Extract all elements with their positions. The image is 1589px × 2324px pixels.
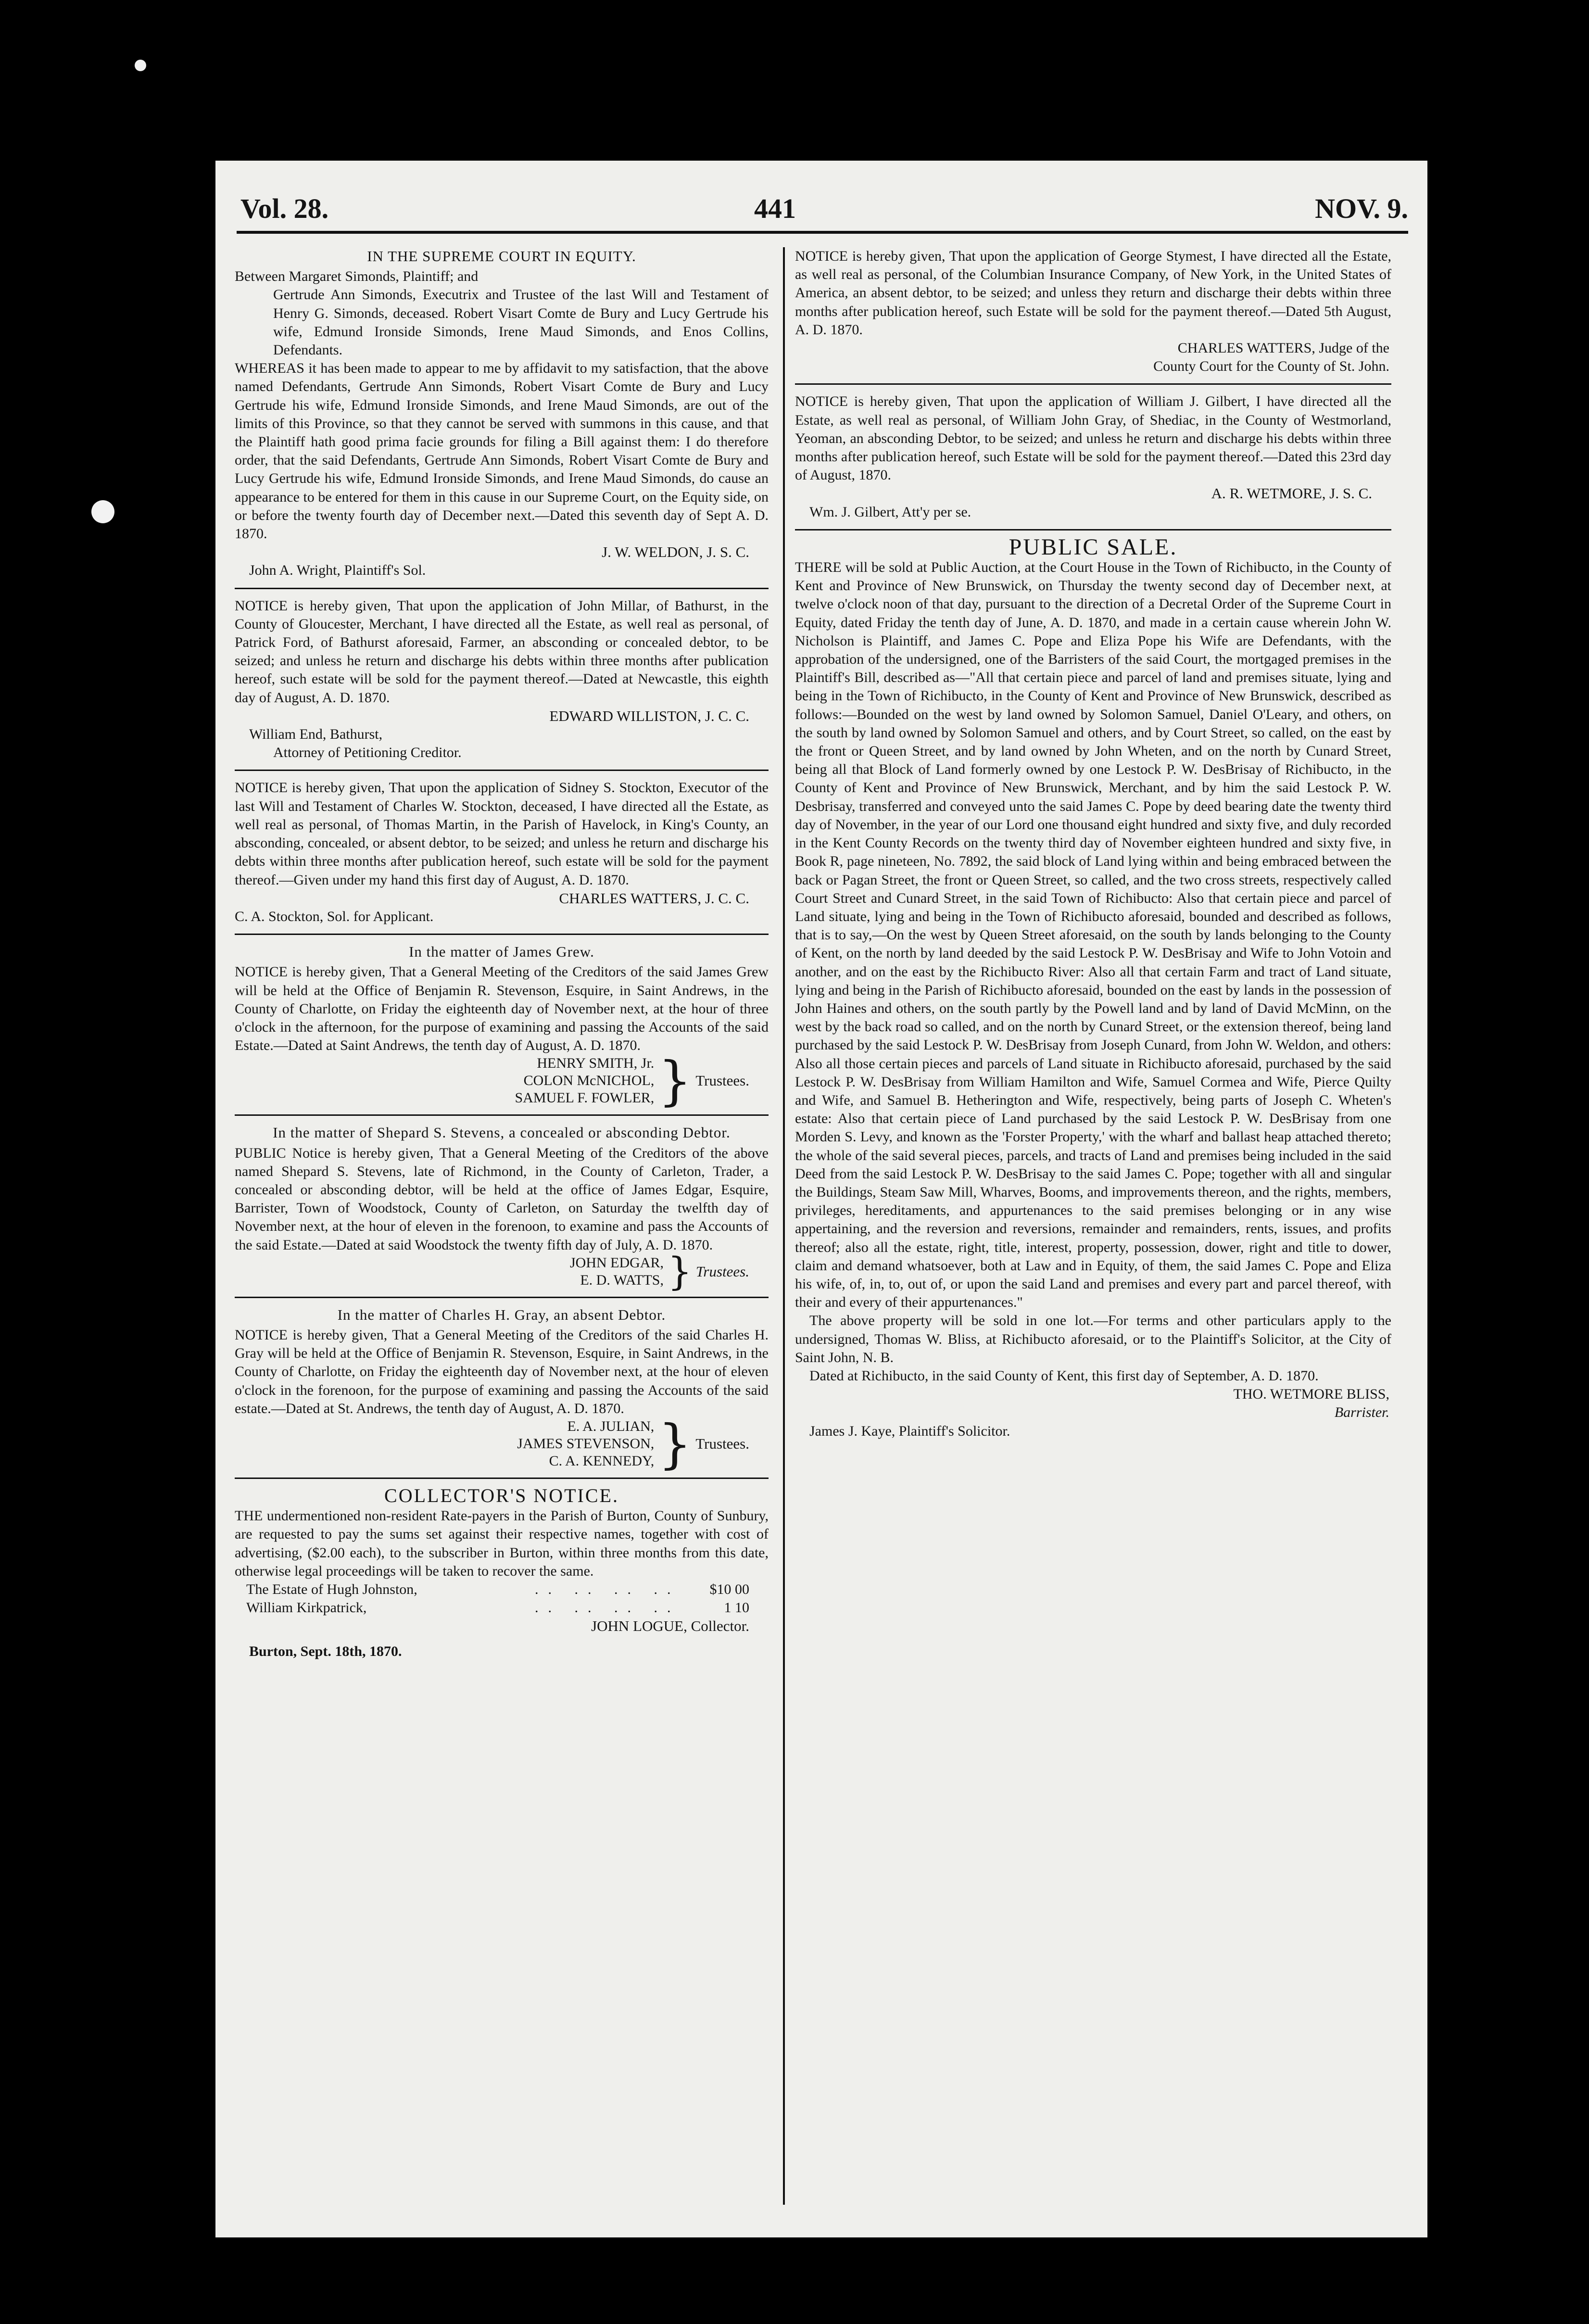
- punch-hole: [135, 60, 146, 71]
- stevens-notice: [235, 1124, 769, 1294]
- trustees-label: Trustees.: [695, 1435, 749, 1452]
- notice-parties: Between Margaret Simonds, Plaintiff; and: [235, 268, 479, 285]
- notice-separator: [795, 529, 1391, 530]
- notice-signature: CHARLES WATTERS, Judge of the: [1177, 340, 1389, 356]
- public-sale-notice: [795, 534, 1391, 1440]
- collectors-notice: [235, 1484, 769, 1661]
- notice-signature: THO. WETMORE BLISS,: [1233, 1386, 1389, 1402]
- punch-hole: [91, 500, 114, 523]
- notice-body: NOTICE is hereby given, That a General Meeting of the Creditors of the said James Grew will be held at the Office of Benjamin R. Stevenson, Esquire, in Saint Andrews, in the County of Charlotte, on Friday the eighteenth day of November next, at the hour of three o'clock in the afternoon, for the purpose of examining and passing the Accounts of the said Estate.—Dated at Saint Andrews, the tenth day of August, A. D. 1870.: [235, 964, 769, 1054]
- rate-amount: $10 00: [709, 1581, 749, 1597]
- notice-signature-line2: County Court for the County of St. John.: [1153, 358, 1389, 375]
- notice-body: NOTICE is hereby given, That upon the application of Sidney S. Stockton, Executor of the last Will and Testament of Charles W. Stockton, deceased, I have directed all the Estate, as well real as personal, of Thomas Martin, in the Parish of Havelock, in King's County, an absconding, concealed, or absent debtor, to be seized; and unless he return and discharge his debts within three months after publication hereof, such estate will be sold for the payment thereof.—Given under my hand this first day of August, A. D. 1870.: [235, 780, 769, 888]
- notice-separator: [235, 1478, 769, 1479]
- trustee-names: [517, 1418, 654, 1470]
- notice-terms: The above property will be sold in one lot.—For terms and other particulars apply to the undersigned, Thomas W. Bliss, at Richibucto aforesaid, or to the Plaintiff's Solicitor, at the City of Saint John, N. B.: [795, 1313, 1391, 1365]
- leader-dots: .. .. .. ..: [535, 1600, 681, 1616]
- trustee-block: [235, 1413, 749, 1475]
- brace-glyph: }: [658, 1050, 692, 1112]
- notice-attorney-role: Attorney of Petitioning Creditor.: [273, 745, 462, 761]
- notice-signature: J. W. WELDON, J. S. C.: [602, 543, 749, 561]
- notice-separator: [235, 1114, 769, 1116]
- rate-row: [235, 1580, 769, 1599]
- trustee-name: SAMUEL F. FOWLER,: [515, 1090, 655, 1106]
- notice-title: IN THE SUPREME COURT IN EQUITY.: [367, 248, 636, 265]
- notice-solicitor: John A. Wright, Plaintiff's Sol.: [249, 562, 426, 579]
- notice-title: COLLECTOR'S NOTICE.: [384, 1484, 619, 1506]
- notice-signature: EDWARD WILLISTON, J. C. C.: [549, 707, 749, 724]
- gray-notice: [235, 1306, 769, 1475]
- rate-amount: 1 10: [724, 1600, 749, 1616]
- notice-signature: A. R. WETMORE, J. S. C.: [1211, 485, 1372, 502]
- notice-body: NOTICE is hereby given, That upon the application of John Millar, of Bathurst, in the County of Gloucester, Merchant, I have directed all the Estate, as well real as personal, of Patrick Ford, of Bathurst aforesaid, Farmer, an absconding or concealed debtor, to be seized; and unless he return and discharge his debts within three months after publication hereof, such estate will be sold for the payment thereof.—Dated at Newcastle, this eighth day of August, A. D. 1870.: [235, 597, 769, 706]
- notice-title: In the matter of James Grew.: [409, 943, 594, 960]
- notice-signature-role: Barrister.: [1334, 1404, 1389, 1421]
- trustee-name: JAMES STEVENSON,: [517, 1435, 655, 1452]
- stockton-notice: [235, 779, 769, 926]
- notice-title: In the matter of Shepard S. Stevens, a concealed or absconding Debtor.: [273, 1124, 731, 1141]
- notice-title: In the matter of Charles H. Gray, an absent Debtor.: [337, 1306, 666, 1323]
- trustee-name: E. D. WATTS,: [580, 1272, 664, 1288]
- trustee-name: HENRY SMITH, Jr.: [537, 1055, 655, 1072]
- page-number: 441: [754, 193, 796, 224]
- trustee-block: [235, 1050, 749, 1112]
- page-header: [215, 192, 1427, 231]
- issue-date: NOV. 9.: [1315, 193, 1408, 224]
- notice-separator: [235, 588, 769, 589]
- notice-separator: [795, 383, 1391, 385]
- trustee-name: COLON McNICHOL,: [523, 1073, 655, 1089]
- notice-defendants: Gertrude Ann Simonds, Executrix and Trustee of the last Will and Testament of Henry G. Simonds, deceased. Robert Visart Comte de Bury and Lucy Gertrude his wife, Edmund Ironside Simonds, Irene Maud Simonds, and Enos Collins, Defendants.: [273, 287, 769, 358]
- brace-glyph: }: [658, 1413, 692, 1475]
- trustee-name: E. A. JULIAN,: [567, 1418, 655, 1434]
- notice-signature: JOHN LOGUE, Collector.: [591, 1617, 749, 1635]
- notice-solicitor: C. A. Stockton, Sol. for Applicant.: [235, 908, 434, 924]
- notice-dateline: Burton, Sept. 18th, 1870.: [249, 1643, 402, 1659]
- trustees-label: Trustees.: [695, 1263, 749, 1280]
- notice-body: WHEREAS it has been made to appear to me by affidavit to my satisfaction, that the above named Defendants, Gertrude Ann Simonds, Robert Visart Comte de Bury and Lucy Gertrude his wife, Edmund Ironside Simonds, and Irene Maud Simonds, are out of the limits of this Province, so that they cannot be served with summons in this cause, and that the Plaintiff hath good prima facie grounds for filing a Bill against them: I do therefore order, that the said Defendants, Gertrude Ann Simonds, Robert Visart Comte de Bury and Lucy Gertrude his wife, Edmund Ironside Simonds, and Irene Maud Simonds, do cause an appearance to be entered for them in this cause in our Supreme Court, on the Equity side, on or before the twenty fourth day of December next.—Dated this seventh day of Sept A. D. 1870.: [235, 360, 769, 542]
- notice-attorney: Wm. J. Gilbert, Att'y per se.: [809, 504, 971, 520]
- notice-body: THERE will be sold at Public Auction, at the Court House in the Town of Richibucto, in the County of Kent and Province of New Brunswick, on Thursday the twenty second day of December next, at twelve o'clock noon of that day, pursuant to the direction of a Decretal Order of the Supreme Court in Equity, dated Friday the tenth day of June, A. D. 1870, and made in a certain cause wherein John W. Nicholson is Plaintiff, and James C. Pope and Eliza Pope his Wife are Defendants, with the approbation of the undersigned, one of the Barristers of the said Court, the mortgaged premises in the Plaintiff's Bill, described as—"All that certain piece and parcel of land and premises situate, lying and being in the Town of Richibucto, in the County of Kent and Province of New Brunswick, described as follows:—Bounded on the west by land owned by Solomon Samuel, Daniel O'Leary, and others, on the south by land owned by Solomon Samuel and others, and by Court Street, so called, on the east by the front or Queen Street, and by land owned by John Wheten, and on the north by Cunard Street, being all that Block of Land formerly owned by one Lestock P. W. DesBrisay of Richibucto, in the County of Kent and Province of New Brunswick, Merchant, and by him the said Lestock P. W. Desbrisay, transferred and conveyed unto the said James C. Pope by deed bearing date the twenty third day of November, in the year of our Lord one thousand eight hundred and sixty five, and duly recorded in the Kent County Records on the twenty third day of November eighteen hundred and sixty five, in Book R, page nineteen, No. 7892, the said block of Land lying within and being embraced between the back or Pagan Street, the front or Queen Street, so called, and the two cross streets, respectively called Court Street and Cunard Street, in the said Town of Richibucto: Also that certain piece and parcel of Land situate, lying and being in the Town of Richibucto aforesaid, bounded and described as follows, that is to say,—On the west by Queen Street aforesaid, on the south by lands belonging to the County of Kent, on the north by land deeded by the said Lestock P. W. DesBrisay and Wife to John Votoin and another, and on the east by the Richibucto River: Also all that certain Farm and tract of Land situate, lying and being in the Parish of Richibucto aforesaid, bounded on the east by lands in the possession of John Haines and others, on the south partly by the Powell land and by land of David McMinn, on the west by the back road so called, and on the north by Cunard Street, or the extension thereof, being land purchased by the said Lestock P. W. DesBrisay from Joseph Cunard, from John W. Weldon, and others: Also all those certain pieces and parcels of Land situate in Richibucto aforesaid, purchased by the said Lestock P. W. DesBrisay from William Hamilton and Wife, Samuel Cormea and Wife, Pierce Quilty and Wife, and Samuel B. Hetherington and Wife, respectively, being parts of Joseph C. Wheten's estate: Also that certain piece of Land purchased by the said Lestock P. W. DesBrisay from one Morden S. Levy, and known as the 'Forster Property,' with the wharf and ballast heap attached thereto; the whole of the said several pieces, parcels, and tracts of Land and premises being included in the said Deed from the said Lestock P. W. DesBrisay to the said James C. Pope; together with all and singular the Buildings, Steam Saw Mill, Wharves, Booms, and improvements thereon, and the rights, members, privileges, hereditaments, and appurtenances to the said premises belonging or in any wise appertaining, and the reversion and reversions, remainder and remainders, rents, issues, and profits thereof; also all the estate, right, title, interest, property, possession, dower, right and title to dower, claim and demand whatsoever, both at Law and in Equity, of them, the said James C. Pope and Eliza his wife, of, in, to, out of, or upon the said Land and premises and every part and parcel thereof, with their and every of their appurtenances.": [795, 559, 1391, 1311]
- right-column: [795, 247, 1391, 1448]
- notice-separator: [235, 934, 769, 935]
- brace-glyph: }: [667, 1249, 692, 1294]
- trustee-names: [515, 1055, 654, 1107]
- notice-body: NOTICE is hereby given, That upon the application of George Stymest, I have directed all the Estate, as well real as personal, of the Columbian Insurance Company, of New York, in the United States of America, an absent debtor, to be seized; and unless they return and discharge their debts within three months after publication hereof, such Estate will be sold for the payment thereof.—Dated 5th August, A. D. 1870.: [795, 248, 1391, 338]
- gazette-page: [215, 161, 1427, 2237]
- trustee-name: JOHN EDGAR,: [569, 1254, 664, 1271]
- stymest-notice: [795, 247, 1391, 376]
- notice-separator: [235, 770, 769, 771]
- trustee-name: C. A. KENNEDY,: [549, 1452, 655, 1469]
- notice-separator: [235, 1297, 769, 1298]
- column-divider: [783, 247, 785, 2205]
- gilbert-notice: [795, 392, 1391, 521]
- notice-attorney: William End, Bathurst,: [249, 726, 383, 743]
- trustees-label: Trustees.: [695, 1072, 749, 1089]
- notice-body: PUBLIC Notice is hereby given, That a General Meeting of the Creditors of the above named Shepard S. Stevens, late of Richmond, in the County of Carleton, Trader, a concealed or absconding debtor, will be held at the office of James Edgar, Esquire, Barrister, Town of Woodstock, County of Carleton, on Saturday the twelfth day of November next, at the hour of eleven in the forenoon, to examine and pass the Accounts of the said Estate.—Dated at said Woodstock the twenty fifth day of July, A. D. 1870.: [235, 1145, 769, 1253]
- notice-dateline: Dated at Richibucto, in the said County of Kent, this first day of September, A. D. 1870.: [809, 1367, 1319, 1384]
- left-column: [235, 247, 769, 1668]
- ratepayer-name: William Kirkpatrick,: [246, 1600, 367, 1616]
- ratepayer-name: The Estate of Hugh Johnston,: [246, 1581, 417, 1597]
- notice-body: NOTICE is hereby given, That a General Meeting of the Creditors of the said Charles H. Gray will be held at the Office of Benjamin R. Stevenson, Esquire, in Saint Andrews, in the County of Charlotte, on Friday the eighteenth day of November next, at the hour of eleven o'clock in the forenoon, for the purpose of examining and passing the Accounts of the said estate.—Dated at St. Andrews, the tenth day of August, A. D. 1870.: [235, 1326, 769, 1416]
- rate-row: [235, 1599, 769, 1617]
- volume-number: Vol. 28.: [240, 193, 329, 224]
- notice-solicitor: James J. Kaye, Plaintiff's Solicitor.: [809, 1423, 1010, 1439]
- header-rule: [237, 231, 1408, 234]
- notice-body: NOTICE is hereby given, That upon the application of William J. Gilbert, I have directed all the Estate, as well real as personal, of William John Gray, of Shediac, in the County of Westmorland, Yeoman, an absconding Debtor, to be seized; and unless he return and discharge his debts within three months after publication hereof, such Estate will be sold for the payment thereof.—Dated this 23rd day of August, 1870.: [795, 393, 1391, 483]
- notice-body: THE undermentioned non-resident Rate-payers in the Parish of Burton, County of Sunbury, are requested to pay the sums set against their respective names, together with cost of advertising, ($2.00 each), to the subscriber in Burton, within three months from this date, otherwise legal proceedings will be taken to recover the same.: [235, 1508, 769, 1579]
- equity-notice: [235, 247, 769, 580]
- leader-dots: .. .. .. ..: [535, 1581, 681, 1597]
- notice-title: PUBLIC SALE.: [1009, 534, 1178, 560]
- grew-notice: [235, 943, 769, 1112]
- trustee-names: [570, 1254, 664, 1289]
- notice-signature: CHARLES WATTERS, J. C. C.: [559, 889, 749, 907]
- absconding-debtor-notice: [235, 597, 769, 762]
- trustee-block: [235, 1249, 749, 1294]
